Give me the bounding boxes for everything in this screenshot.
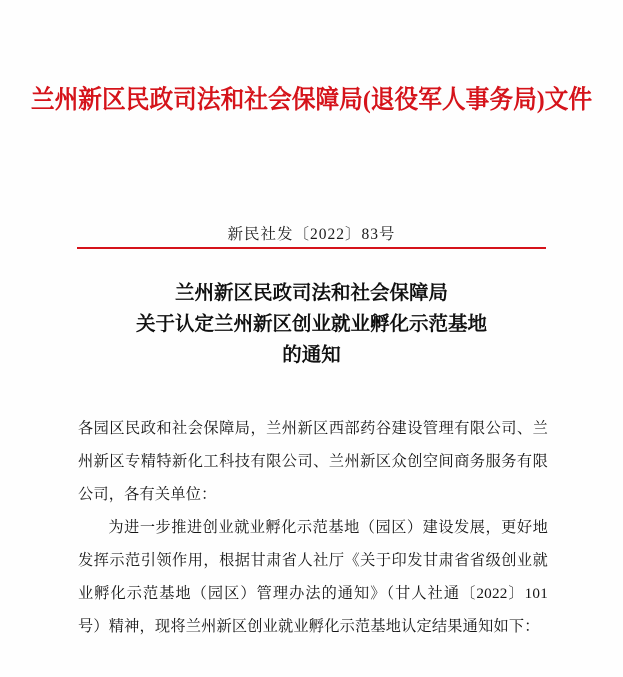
document-title [77, 278, 546, 371]
document-title-line-3: 的通知 [282, 345, 341, 366]
masthead-title: 兰州新区民政司法和社会保障局(退役军人事务局)文件 [30, 85, 593, 114]
document-body [78, 412, 548, 643]
document-title-line-1: 兰州新区民政司法和社会保障局 [174, 283, 448, 304]
document-number-row [0, 222, 623, 244]
document-number: 新民社发〔2022〕83号 [227, 226, 396, 243]
red-divider-rule [77, 247, 546, 249]
body-paragraph-intro: 为进一步推进创业就业孵化示范基地（园区）建设发展，更好地发挥示范引领作用，根据甘肃省人社厅《关于印发甘肃省省级创业就业孵化示范基地（园区）管理办法的通知》（甘人社通〔2022〕101号）精神，现将兰州新区创业就业孵化示范基地认定结果通知如下： [78, 519, 548, 635]
document-title-line-2: 关于认定兰州新区创业就业孵化示范基地 [135, 314, 487, 335]
body-paragraph-addressees: 各园区民政和社会保障局，兰州新区西部药谷建设管理有限公司、兰州新区专精特新化工科技有限公司、兰州新区众创空间商务服务有限公司，各有关单位： [78, 420, 548, 503]
document-masthead [0, 86, 623, 114]
